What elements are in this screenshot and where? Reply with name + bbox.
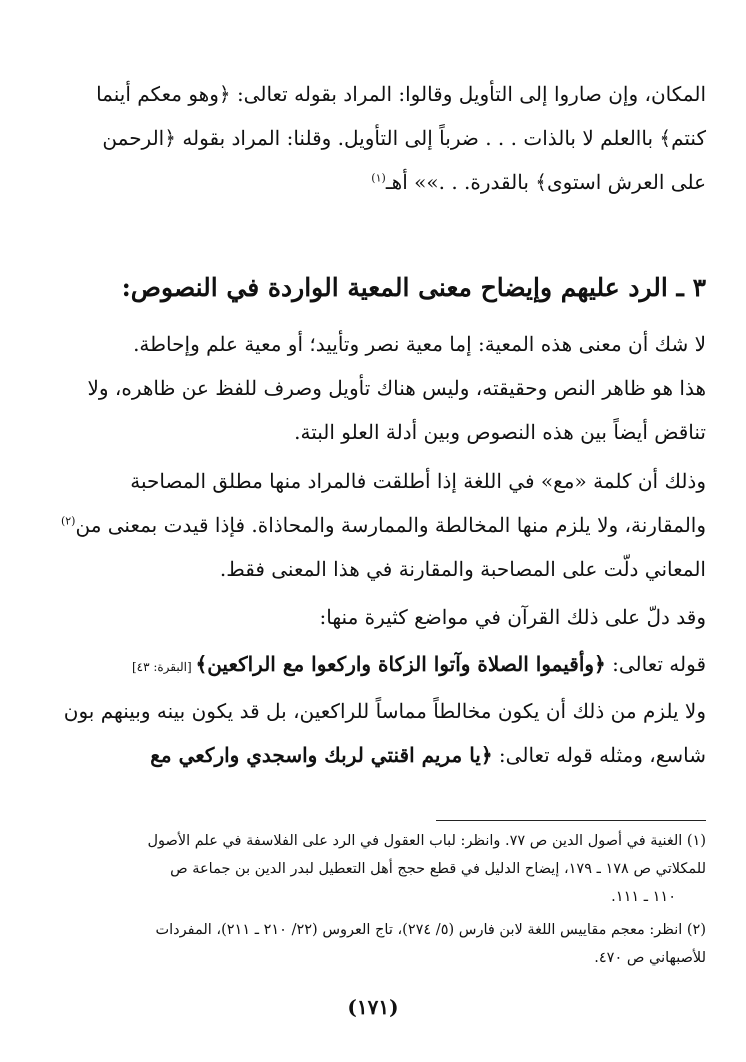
- para3-line: وقد دلّ على ذلك القرآن في مواضع كثيرة منها:: [319, 605, 706, 629]
- para4-line-3: شاسع، ومثله قوله تعالى: ﴿يا مريم اقنتي لربك واسجدي واركعي مع: [150, 743, 706, 767]
- footnote-1-line-2: للمكلاتي ص ١٧٨ ـ ١٧٩، إيضاح الدليل في قطع حجج أهل التعطيل لبدر الدين بن جماعة ص: [170, 861, 706, 877]
- footnote-1-line-3: ١١٠ ـ ١١١.: [611, 889, 676, 905]
- intro-line-3: على العرش استوى﴾ بالقدرة. . .»» أهـ$^{(١)}$: [371, 170, 706, 194]
- para1-line-2: هذا هو ظاهر النص وحقيقته، وليس هناك تأويل وصرف للفظ عن ظاهره، ولا: [87, 376, 706, 400]
- quran-verse-maryam: ﴿يا مريم اقنتي لربك واسجدي واركعي مع: [150, 743, 493, 767]
- verse-reference: [البقرة: ٤٣]: [131, 660, 196, 674]
- footnote-2-line-1: (٢) انظر: معجم مقاييس اللغة لابن فارس (٥/ ٢٧٤)، تاج العروس (٢٢/ ٢١٠ ـ ٢١١)، المفردات: [155, 922, 706, 938]
- intro-paragraph: [40, 72, 706, 204]
- para2-line-3: المعاني دلّت على المصاحبة والمقارنة في هذا المعنى فقط.: [219, 557, 706, 581]
- para1-line-1: لا شك أن معنى هذه المعية: إما معية نصر وتأييد؛ أو معية علم وإحاطة.: [133, 332, 706, 356]
- para2-line-1: وذلك أن كلمة «مع» في اللغة إذا أطلقت فالمراد منها مطلق المصاحبة: [130, 469, 706, 493]
- intro-line-1: المكان، وإن صاروا إلى التأويل وقالوا: المراد بقوله تعالى: ﴿وهو معكم أينما: [96, 82, 706, 106]
- book-page: [40, 0, 706, 1062]
- paragraph-evidence-intro: [40, 595, 706, 639]
- footnote-1-line-1: (١) الغنية في أصول الدين ص ٧٧. وانظر: لباب العقول في الرد على الفلاسفة في علم الأصول: [147, 833, 706, 849]
- footnote-divider: [436, 820, 706, 821]
- para1-line-3: تناقض أيضاً بين هذه النصوص وبين أدلة العلو البتة.: [294, 420, 706, 444]
- paragraph-meaning: [40, 322, 706, 454]
- quran-verse-baqarah: ﴿وأقيموا الصلاة وآتوا الزكاة واركعوا مع الراكعين﴾: [195, 652, 606, 676]
- para4-line-1: قوله تعالى: ﴿وأقيموا الصلاة وآتوا الزكاة واركعوا مع الراكعين﴾ [البقرة: ٤٣]: [131, 652, 706, 676]
- footnote-marker-1: (١): [371, 171, 386, 185]
- section-heading: ٣ ـ الرد عليهم وإيضاح معنى المعية الواردة في النصوص:: [121, 273, 706, 302]
- page-number: (١٧١): [347, 995, 399, 1019]
- paragraph-language: [40, 459, 706, 591]
- footnote-1: [40, 827, 706, 911]
- footnote-2: [40, 916, 706, 972]
- footnote-marker-2: (٢): [60, 514, 76, 528]
- paragraph-verse-example: [40, 642, 706, 777]
- footnote-2-line-2: للأصبهاني ص ٤٧٠.: [594, 950, 706, 966]
- para4-line-2: ولا يلزم من ذلك أن يكون مخالطاً مماساً للراكعين، بل قد يكون بينه وبينهم بون: [63, 699, 706, 723]
- intro-line-2: كنتم﴾ باالعلم لا بالذات . . . ضرباً إلى التأويل. وقلنا: المراد بقوله ﴿الرحمن: [102, 126, 706, 150]
- para2-line-2: والمقارنة، ولا يلزم منها المخالطة والممارسة والمحاذاة. فإذا قيدت بمعنى من$^{(٢)}$: [60, 513, 706, 537]
